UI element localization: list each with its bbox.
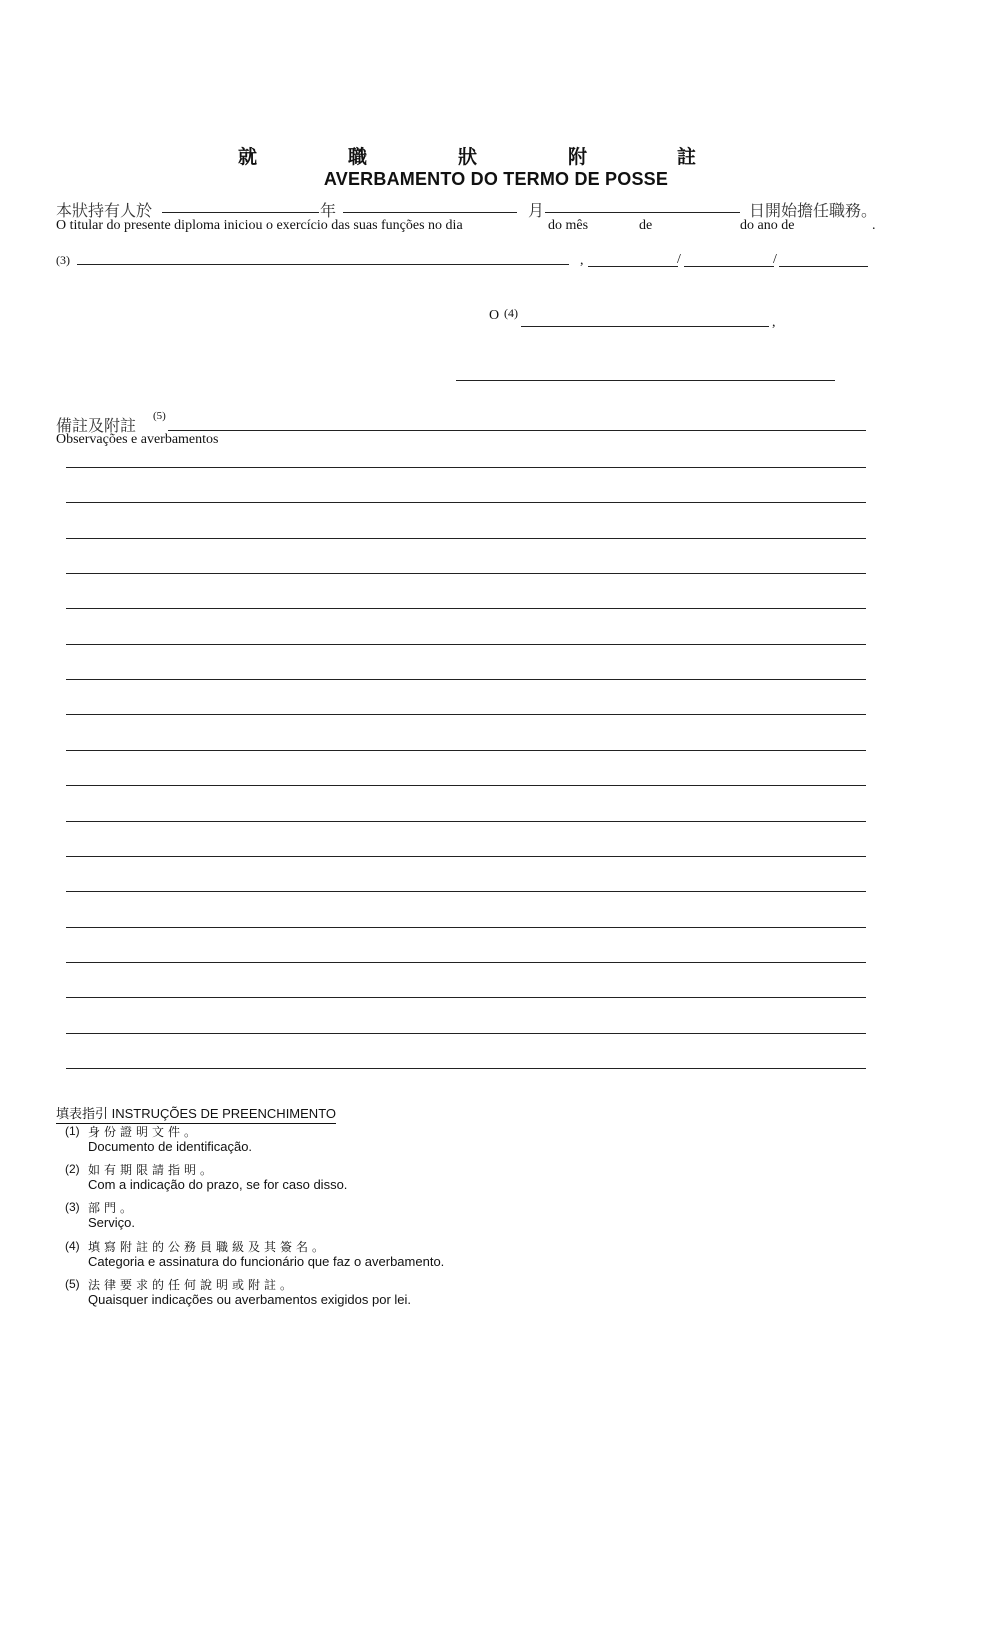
officer-prefix: O <box>489 308 500 323</box>
observation-line-9[interactable] <box>66 750 866 751</box>
instruction-number: (3) <box>65 1200 80 1214</box>
signature-line[interactable] <box>456 380 835 381</box>
title-zh-char-4: 附 <box>568 146 588 168</box>
observation-line-6[interactable] <box>66 644 866 645</box>
observation-line-4[interactable] <box>66 573 866 574</box>
instruction-zh: 如有期限請指明。 <box>88 1163 217 1177</box>
possession-zh-month: 月 <box>528 201 545 220</box>
observation-line-2[interactable] <box>66 502 866 503</box>
title-zh-char-2: 職 <box>348 146 368 168</box>
date-day-line[interactable] <box>588 266 678 267</box>
observation-line-15[interactable] <box>66 962 866 963</box>
observation-line-12[interactable] <box>66 856 866 857</box>
observation-line-3[interactable] <box>66 538 866 539</box>
instruction-zh: 法律要求的任何說明或附註。 <box>88 1278 297 1292</box>
instruction-number: (4) <box>65 1239 80 1253</box>
observations-zh: 備註及附註 <box>56 416 137 435</box>
observations-first-line[interactable] <box>168 430 866 431</box>
title-zh-char-1: 就 <box>238 146 258 168</box>
possession-zh-year: 年 <box>320 201 337 220</box>
observation-line-16[interactable] <box>66 997 866 998</box>
service-marker: (3) <box>56 253 70 267</box>
instruction-pt: Quaisquer indicações ou averbamentos exigidos por lei. <box>88 1292 412 1307</box>
observation-line-5[interactable] <box>66 608 866 609</box>
observations-marker: (5) <box>153 410 166 422</box>
instruction-zh: 填寫附註的公務員職級及其簽名。 <box>88 1240 329 1254</box>
possession-pt-year: do ano de <box>740 218 795 233</box>
possession-zh-end: 日開始擔任職務。 <box>749 201 878 220</box>
observation-line-8[interactable] <box>66 714 866 715</box>
month-field-line[interactable] <box>343 212 517 213</box>
possession-pt-month: do mês <box>548 218 589 233</box>
observation-line-14[interactable] <box>66 927 866 928</box>
possession-pt-de: de <box>639 218 653 233</box>
possession-pt-sentence: O titular do presente diploma iniciou o exercício das suas funções no dia <box>56 218 463 233</box>
officer-marker: (4) <box>504 306 518 320</box>
observation-line-7[interactable] <box>66 679 866 680</box>
instruction-pt: Com a indicação do prazo, se for caso disso. <box>88 1177 348 1192</box>
possession-pt-period: . <box>872 218 876 233</box>
day-field-line[interactable] <box>162 212 319 213</box>
instruction-pt: Categoria e assinatura do funcionário que faz o averbamento. <box>88 1254 445 1269</box>
observation-line-17[interactable] <box>66 1033 866 1034</box>
date-slash-1: / <box>677 252 681 267</box>
instruction-number: (5) <box>65 1277 80 1291</box>
instruction-pt: Documento de identificação. <box>88 1139 253 1154</box>
officer-field-line[interactable] <box>521 326 769 327</box>
service-field-line[interactable] <box>77 264 569 265</box>
officer-comma: , <box>772 315 776 330</box>
observation-line-1[interactable] <box>66 467 866 468</box>
year-field-line[interactable] <box>545 212 740 213</box>
instruction-number: (1) <box>65 1124 80 1138</box>
instruction-zh: 部門。 <box>88 1201 137 1215</box>
observation-line-10[interactable] <box>66 785 866 786</box>
title-zh-char-5: 註 <box>677 146 697 168</box>
observation-line-18[interactable] <box>66 1068 866 1069</box>
date-year-line[interactable] <box>779 266 868 267</box>
date-month-line[interactable] <box>684 266 774 267</box>
date-slash-2: / <box>773 252 777 267</box>
service-comma: , <box>580 253 584 268</box>
possession-zh-start: 本狀持有人於 <box>56 201 153 220</box>
observations-pt: Observações e averbamentos <box>56 432 219 447</box>
title-pt: AVERBAMENTO DO TERMO DE POSSE <box>323 169 669 189</box>
observation-line-13[interactable] <box>66 891 866 892</box>
instructions-heading: 填表指引 INSTRUÇÕES DE PREENCHIMENTO <box>56 1103 336 1124</box>
observation-line-11[interactable] <box>66 821 866 822</box>
instruction-number: (2) <box>65 1162 80 1176</box>
instruction-pt: Serviço. <box>88 1215 135 1230</box>
title-zh-char-3: 狀 <box>458 146 478 168</box>
instruction-zh: 身份證明文件。 <box>88 1125 201 1139</box>
